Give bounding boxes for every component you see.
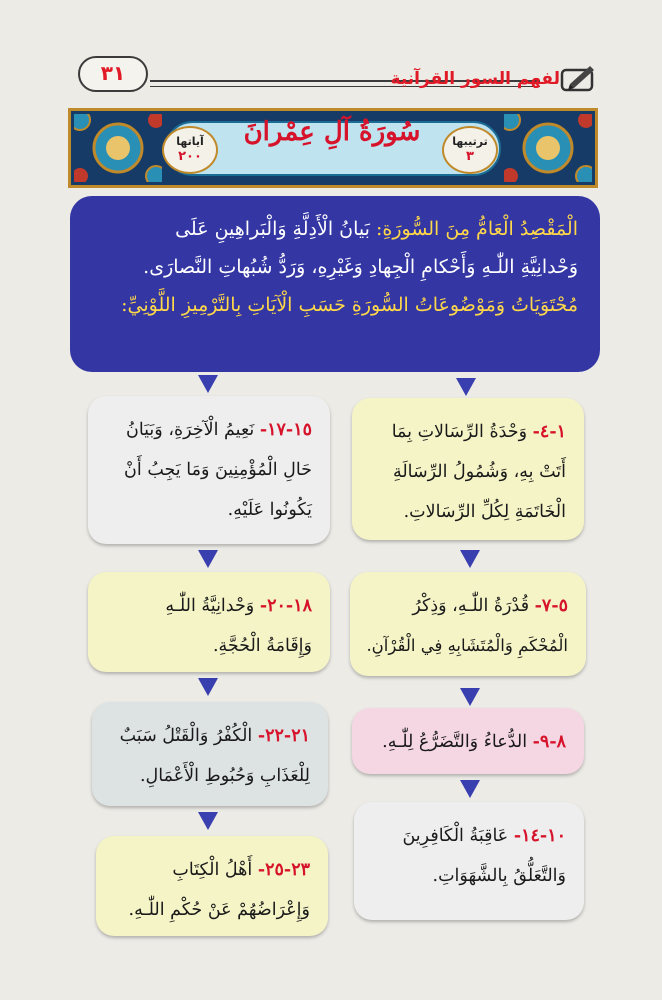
ornament-left bbox=[74, 114, 162, 182]
arrow-down-icon bbox=[456, 378, 476, 396]
card-text: وَحْدَةُ الرِّسَالاتِ بِمَا bbox=[391, 422, 528, 442]
arrow-down-icon bbox=[460, 780, 480, 798]
card-text: وَإِقَامَةُ الْحُجَّةِ. bbox=[212, 636, 312, 656]
verse-range: ٢١-٢٢- bbox=[257, 726, 310, 746]
ornament-right bbox=[504, 114, 592, 182]
card-line bbox=[106, 716, 310, 756]
topic-card-1-4 bbox=[352, 398, 584, 540]
book-title: لفهم السور القرآنية bbox=[390, 69, 560, 89]
topic-card-18-20 bbox=[88, 572, 330, 672]
order-number: ٣ bbox=[466, 149, 474, 164]
pen-icon bbox=[560, 62, 600, 96]
contents-heading: مُحْتَوَيَاتُ وَمَوْضُوعَاتُ السُّورَةِ حَسَبِ الْآيَاتِ بِالتَّرْمِيزِ اللَّوْنِيِّ: bbox=[121, 294, 578, 316]
card-line bbox=[102, 586, 312, 626]
arrow-down-icon bbox=[460, 550, 480, 568]
verses-label: آياتها bbox=[176, 135, 204, 148]
sura-title: سُورَةُ آلِ عِمْرانَ bbox=[243, 117, 421, 147]
page-number: ٣١ bbox=[78, 56, 148, 92]
card-text: نَعِيمُ الْآخِرَةِ، وَبَيَانُ bbox=[125, 420, 255, 440]
card-text: أَهْلُ الْكِتَابِ bbox=[172, 860, 253, 880]
topic-card-8-9 bbox=[352, 708, 584, 774]
card-text: الْمُحْكَمِ وَالْمُتَشَابِهِ فِي الْقُرْآنِ. bbox=[366, 636, 568, 655]
card-line bbox=[366, 722, 566, 762]
card-text: لِلْعَذَابِ وَحُبُوطِ الْأَعْمَالِ. bbox=[139, 766, 310, 786]
card-text: الْكُفْرُ وَالْقَتْلُ سَبَبٌ bbox=[119, 726, 253, 746]
arrow-down-icon bbox=[460, 688, 480, 706]
arrow-down-icon bbox=[198, 550, 218, 568]
arrow-down-icon bbox=[198, 678, 218, 696]
verse-range: ١-٤- bbox=[532, 422, 566, 442]
card-line bbox=[368, 816, 566, 856]
sura-order-badge bbox=[442, 126, 498, 174]
verse-range: ١٥-١٧- bbox=[259, 420, 312, 440]
topic-card-5-7 bbox=[350, 572, 586, 676]
order-label: ترتيبها bbox=[452, 135, 488, 148]
verses-count: ٢٠٠ bbox=[178, 149, 202, 164]
card-text: قُدْرَةُ اللّٰـهِ، وَذِكْرُ bbox=[412, 596, 530, 616]
verse-range: ٢٣-٢٥- bbox=[257, 860, 310, 880]
verse-range: ١٨-٢٠- bbox=[259, 596, 312, 616]
general-purpose-box bbox=[70, 196, 600, 372]
card-line bbox=[366, 412, 566, 452]
purpose-text: بَيانُ الْأَدِلَّةِ وَالْبَراهِينِ عَلَى bbox=[175, 218, 376, 240]
card-text: عَاقِبَةُ الْكَافِرِينَ bbox=[402, 826, 509, 846]
card-text: وَالتَّعَلُّقُ بِالشَّهَوَاتِ. bbox=[432, 866, 566, 886]
card-text: حَالِ الْمُؤْمِنِينَ وَمَا يَجِبُ أَنْ bbox=[124, 460, 312, 480]
purpose-line-2: وَحْدانِيَّةِ اللّٰـهِ وَأَحْكامِ الْجِهادِ وَغَيْرِهِ، وَرَدُّ شُبُهاتِ النَّصارَى. bbox=[143, 256, 578, 278]
topic-card-23-25 bbox=[96, 836, 328, 936]
topic-card-21-22 bbox=[92, 702, 328, 806]
verse-range: ٥-٧- bbox=[534, 596, 568, 616]
arrow-down-icon bbox=[198, 812, 218, 830]
card-text: يَكُونُوا عَلَيْهِ. bbox=[227, 500, 312, 520]
card-text: الدُّعاءُ وَالتَّضَرُّعُ لِلّٰـهِ. bbox=[382, 732, 528, 752]
arrow-down-icon bbox=[198, 375, 218, 393]
card-text: أَتَتْ بِهِ، وَشُمُولُ الرِّسَالَةِ bbox=[392, 462, 566, 482]
purpose-label: الْمَقْصِدُ الْعَامُّ مِنَ السُّورَةِ: bbox=[375, 218, 578, 240]
card-text: الْخَاتَمَةِ لِكُلِّ الرِّسَالاتِ. bbox=[403, 502, 566, 522]
topic-card-15-17 bbox=[88, 396, 330, 544]
card-line bbox=[364, 586, 568, 626]
card-line bbox=[102, 410, 312, 450]
topic-card-10-14 bbox=[354, 802, 584, 920]
purpose-line-1 bbox=[92, 210, 578, 248]
card-line bbox=[110, 850, 310, 890]
card-text: وَإِعْرَاضُهُمْ عَنْ حُكْمِ اللّٰـهِ. bbox=[128, 900, 310, 920]
verse-range: ١٠-١٤- bbox=[513, 826, 566, 846]
verses-count-badge bbox=[162, 126, 218, 174]
card-text: وَحْدانِيَّةُ اللّٰـهِ bbox=[165, 596, 255, 616]
verse-range: ٨-٩- bbox=[532, 732, 566, 752]
